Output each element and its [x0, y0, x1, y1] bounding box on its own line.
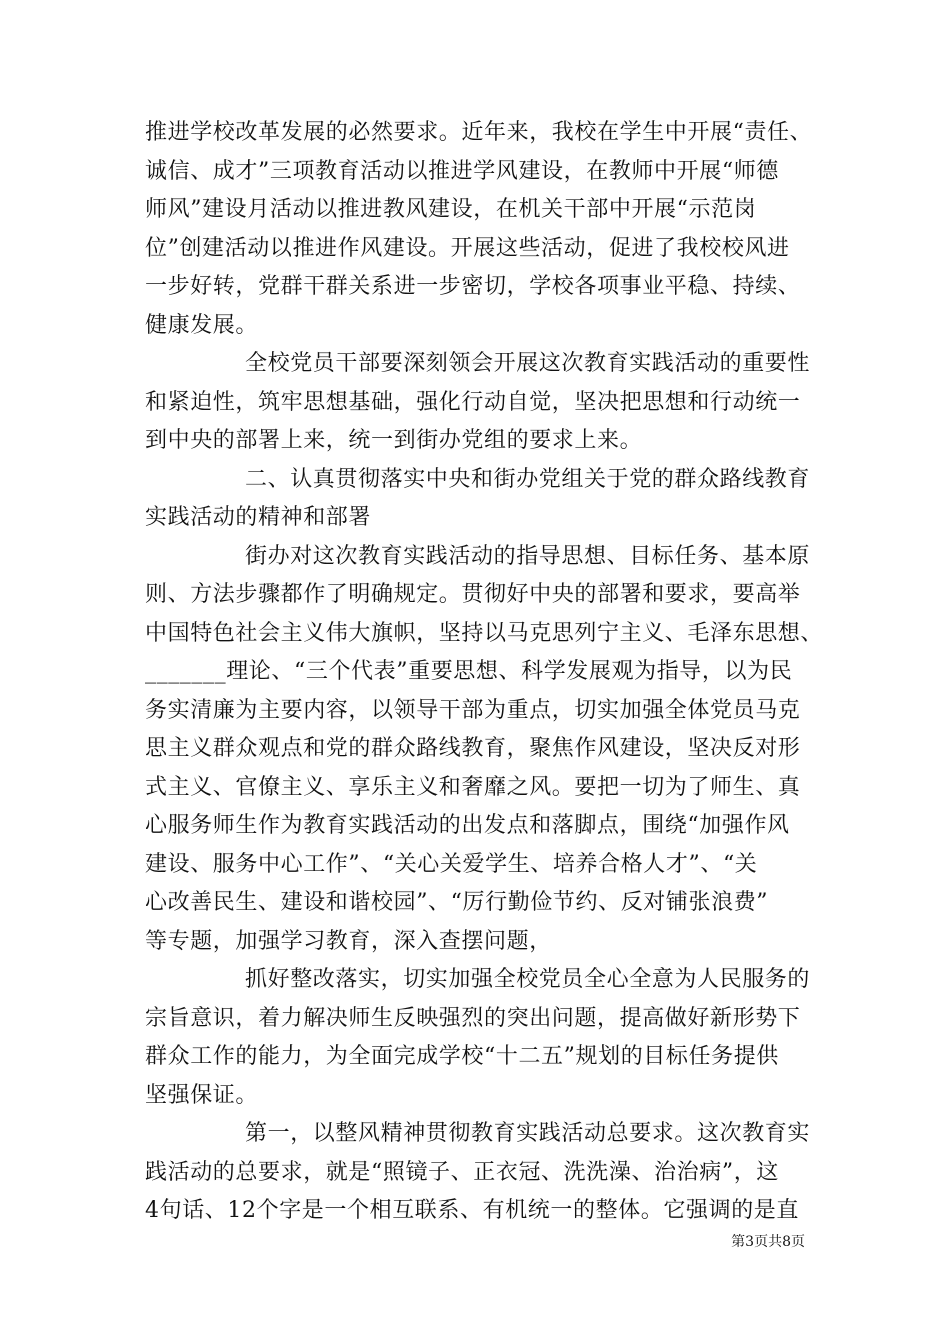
paragraph — [145, 1115, 815, 1231]
text-line: 坚强保证。 — [145, 1082, 259, 1108]
text-line: 街办对这次教育实践活动的指导思想、目标任务、基本原 — [245, 543, 811, 569]
text-line: 一步好转，党群干群关系进一步密切，学校各项事业平稳、持续、 — [145, 274, 801, 299]
text-line: 4句话、12个字是一个相互联系、有机统一的整体。它强调的是直 — [145, 1198, 799, 1223]
page-number-label: 第3页共8页 — [731, 1234, 805, 1250]
text-line: 师风”建设月活动以推进教风建设，在机关干部中开展“示范岗 — [145, 197, 757, 222]
text-line: 心改善民生、建设和谐校园”、“厉行勤俭节约、反对铺张浪费” — [145, 890, 769, 915]
text-line: 则、方法步骤都作了明确规定。贯彻好中央的部署和要求，要高举 — [145, 582, 801, 607]
paragraph — [145, 114, 815, 345]
text-line: 推进学校改革发展的必然要求。近年来，我校在学生中开展“责任、 — [145, 120, 813, 145]
text-line: 位”创建活动以推进作风建设。开展这些活动，促进了我校校风进 — [145, 235, 790, 261]
text-line: 全校党员干部要深刻领会开展这次教育实践活动的重要性 — [245, 351, 811, 376]
text-line: 群众工作的能力，为全面完成学校“十二五”规划的目标任务提供 — [145, 1044, 779, 1069]
text-line: 思主义群众观点和党的群众路线教育，聚焦作风建设，坚决反对形 — [145, 736, 801, 761]
text-line: 中国特色社会主义伟大旗帜，坚持以马克思列宁主义、毛泽东思想、 — [145, 620, 824, 646]
text-line: 践活动的总要求，就是“照镜子、正衣冠、洗洗澡、治治病”，这 — [145, 1159, 779, 1185]
text-line: 心服务师生作为教育实践活动的出发点和落脚点，围绕“加强作风 — [145, 813, 790, 838]
text-line: 第一，以整风精神贯彻教育实践活动总要求。这次教育实 — [245, 1121, 811, 1146]
paragraph — [145, 345, 815, 461]
text-line: 诚信、成才”三项教育活动以推进学风建设，在教师中开展“师德 — [145, 158, 779, 184]
text-line: _______理论、“三个代表”重要思想、科学发展观为指导，以为民 — [145, 659, 793, 684]
paragraph — [145, 538, 824, 962]
text-line: 二、认真贯彻落实中央和街办党组关于党的群众路线教育 — [245, 466, 811, 492]
text-line: 和紧迫性，筑牢思想基础，强化行动自觉，坚决把思想和行动统一 — [145, 389, 801, 415]
text-line: 健康发展。 — [145, 312, 259, 338]
text-line: 式主义、官僚主义、享乐主义和奢靡之风。要把一切为了师生、真 — [145, 774, 801, 800]
text-line: 抓好整改落实，切实加强全校党员全心全意为人民服务的 — [245, 967, 811, 992]
page-footer — [731, 1233, 805, 1251]
text-line: 到中央的部署上来，统一到街办党组的要求上来。 — [145, 428, 643, 453]
paragraph — [145, 961, 815, 1115]
text-line: 建设、服务中心工作”、“关心关爱学生、培养合格人才”、“关 — [145, 851, 758, 877]
text-line: 宗旨意识，着力解决师生反映强烈的突出问题，提高做好新形势下 — [145, 1005, 801, 1031]
document-body — [145, 114, 824, 1231]
paragraph — [145, 461, 815, 538]
text-line: 等专题，加强学习教育，深入查摆问题， — [145, 928, 552, 954]
text-line: 务实清廉为主要内容，以领导干部为重点，切实加强全体党员马克 — [145, 697, 801, 723]
text-line: 实践活动的精神和部署 — [145, 505, 372, 530]
